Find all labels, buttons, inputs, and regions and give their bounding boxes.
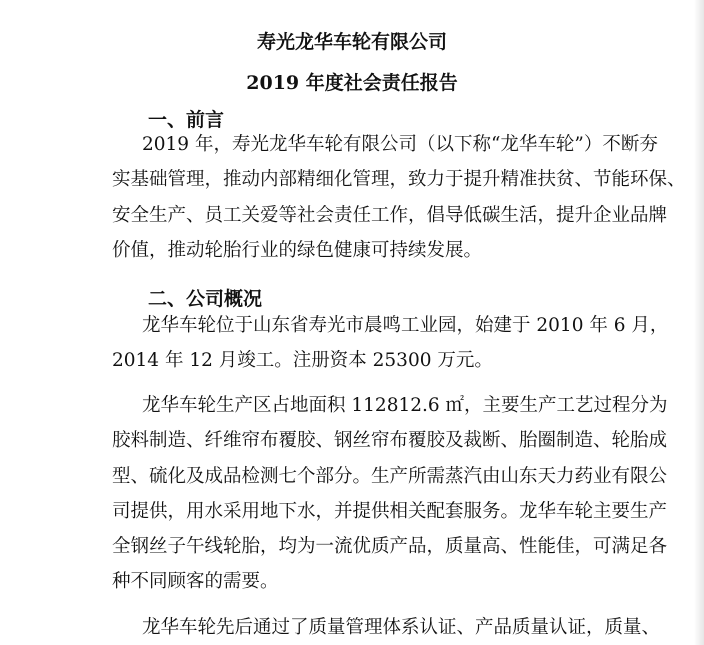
paragraph-line: 型、硫化及成品检测七个部分。生产所需蒸汽由山东天力药业有限公 (112, 465, 668, 487)
paragraph-line: 胶料制造、纤维帘布覆胶、钢丝帘布覆胶及裁断、胎圈制造、轮胎成 (112, 430, 668, 452)
paragraph-line: 种不同顾客的需要。 (112, 571, 279, 593)
section-heading-company-overview: 二、公司概况 (148, 288, 263, 310)
section-heading-foreword: 一、前言 (148, 109, 225, 131)
paragraph-line: 安全生产、员工关爱等社会责任工作，倡导低碳生活，提升企业品牌 (112, 204, 668, 226)
paragraph-line: 实基础管理，推动内部精细化管理，致力于提升精准扶贫、节能环保、 (112, 169, 686, 191)
page-scan-edge (694, 0, 704, 645)
paragraph-company-location (112, 308, 669, 379)
paragraph-line: 龙华车轮生产区占地面积 112812.6 ㎡，主要生产工艺过程分为 (142, 395, 668, 416)
paragraph-line: 2019 年，寿光龙华车轮有限公司（以下称“龙华车轮”）不断夯 (142, 134, 658, 155)
paragraph-production-area (112, 388, 668, 600)
paragraph-line: 2014 年 12 月竣工。注册资本 25300 万元。 (112, 350, 493, 372)
paragraph-line: 龙华车轮位于山东省寿光市晨鸣工业园，始建于 2010 年 6 月， (142, 315, 669, 336)
paragraph-line: 全钢丝子午线轮胎，均为一流优质产品，质量高、性能佳，可满足各 (112, 536, 668, 558)
document-title: 寿光龙华车轮有限公司 (256, 31, 447, 53)
document-subtitle: 2019 年度社会责任报告 (246, 72, 458, 94)
paragraph-line: 价值，推动轮胎行业的绿色健康可持续发展。 (112, 239, 483, 261)
paragraph-line: 龙华车轮先后通过了质量管理体系认证、产品质量认证，质量、 (142, 617, 661, 638)
paragraph-line: 司提供，用水采用地下水，并提供相关配套服务。龙华车轮主要生产 (112, 500, 668, 522)
paragraph-certification (112, 610, 661, 645)
paragraph-foreword (112, 127, 686, 268)
